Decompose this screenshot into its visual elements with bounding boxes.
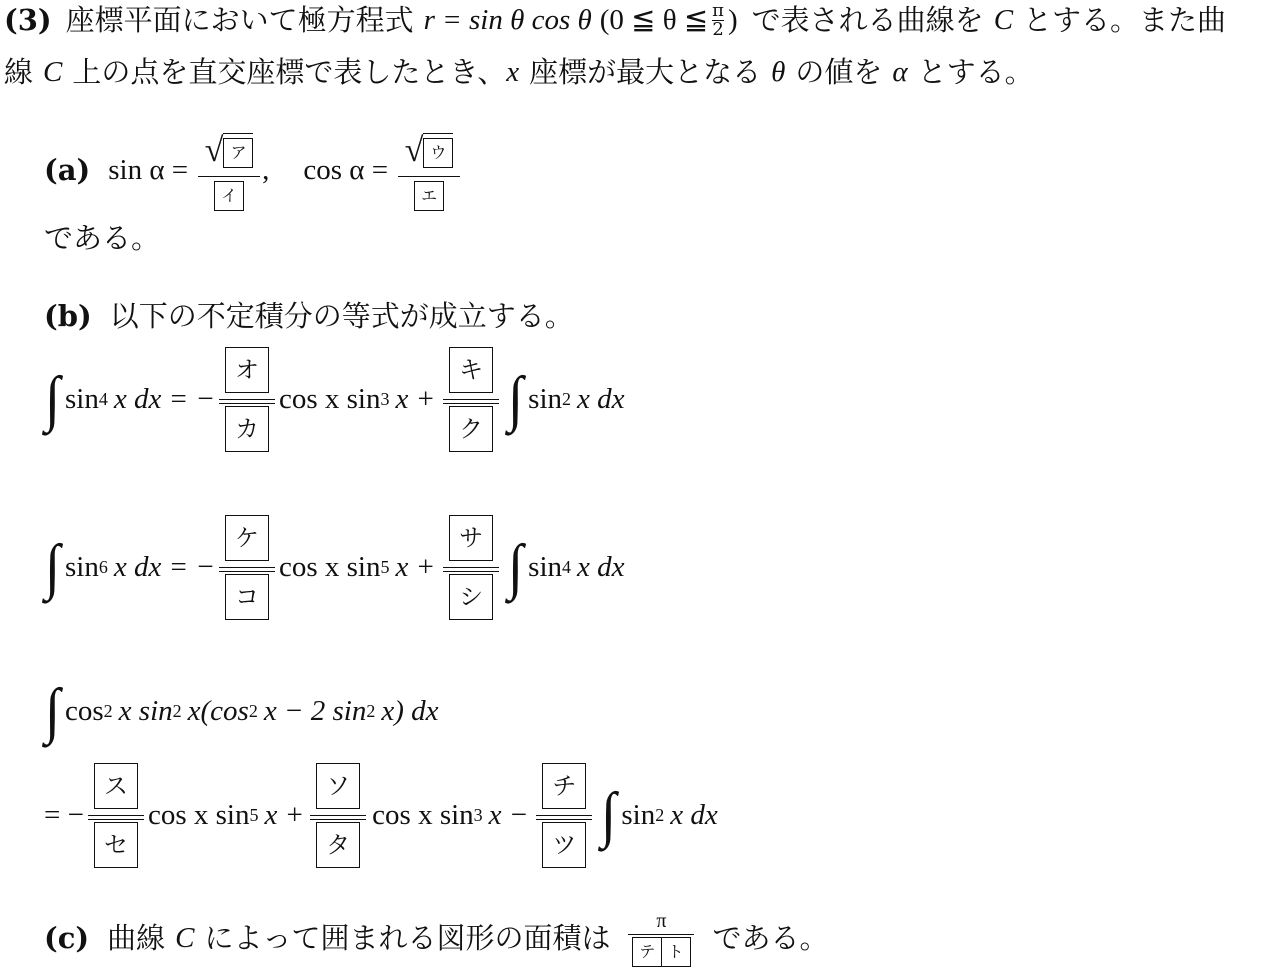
integral-icon: ∫ — [44, 365, 61, 433]
eq1-mid: cos x sin — [278, 383, 381, 415]
part-a-suffix: である。 — [44, 221, 161, 255]
cos-alpha-fraction — [398, 130, 460, 211]
eq3-paren: x(cos — [187, 695, 249, 727]
answer-box-ta[interactable]: タ — [316, 822, 360, 868]
answer-box-a[interactable]: ア — [223, 138, 253, 168]
header-line-1 — [4, 0, 1226, 40]
sin-alpha-fraction — [198, 130, 260, 211]
eq3-frac-2 — [310, 763, 366, 868]
domain-open: (0 ≦ θ ≦ — [599, 4, 709, 36]
answer-box-tsu[interactable]: ツ — [542, 822, 586, 868]
equation-2: ∫ sin 6 x dx = − $\frac{\text{ケ}}{\text{コ}}$ cos x sin 5 x + $\frac{\text{サ}}{\text{シ}}$ ∫ sin 4 x dx — [44, 508, 625, 626]
x-symbol: x — [506, 56, 520, 88]
eq2-lhs-sin: sin — [64, 551, 99, 583]
eq3-frac-1 — [88, 763, 144, 868]
eq3-cos: cos — [64, 695, 104, 727]
integral-icon: ∫ — [601, 781, 617, 849]
equation-3-rhs: = − $\frac{\text{ス}}{\text{セ}}$ cos x sin 5 x + $\frac{\text{ソ}}{\text{タ}}$ cos x sin 3 x − $\frac{\text{チ}}{\text{ツ}}$ ∫ sin 2 x dx — [44, 756, 718, 874]
answer-box-so[interactable]: ソ — [316, 763, 360, 809]
eq3-frac-3 — [536, 763, 592, 868]
answer-box-te[interactable]: テ — [632, 937, 662, 967]
eq2-lhs-rest: x dx = − — [113, 551, 215, 583]
part-c-text2: によって囲まれる図形の面積は — [204, 921, 611, 955]
sqrt-sign-icon: √ — [204, 131, 224, 169]
answer-box-ka[interactable]: カ — [225, 406, 269, 452]
answer-box-to[interactable]: ト — [661, 937, 691, 967]
curve-C-3: C — [175, 922, 195, 954]
area-denominator — [632, 937, 690, 967]
eq3-mid2-rest: x − — [488, 799, 529, 831]
domain-close: ) — [728, 4, 738, 36]
eq1-mid-rest: x + — [395, 383, 436, 415]
eq3-rhs-rest: x dx — [670, 799, 718, 831]
part-b-heading — [44, 296, 574, 336]
part-c-text: 曲線 — [107, 921, 166, 955]
sqrt-a — [205, 130, 254, 172]
answer-box-o[interactable]: オ — [225, 347, 269, 393]
eq1-rhs-sin: sin — [528, 383, 562, 415]
polar-equation: r = sin θ cos θ — [423, 4, 592, 36]
answer-box-ku[interactable]: ク — [449, 406, 493, 452]
eq1-lhs-rest: x dx = − — [113, 383, 215, 415]
answer-box-sa[interactable]: サ — [449, 515, 493, 561]
eq3-eq-start: = − — [44, 799, 84, 831]
curve-C: C — [993, 4, 1014, 36]
eq1-frac-2 — [443, 347, 499, 452]
eq1-frac-1 — [219, 347, 275, 452]
line2-end: とする。 — [917, 55, 1034, 89]
area-fraction — [628, 910, 694, 967]
two-symbol: 2 — [712, 18, 724, 40]
comma: , — [262, 154, 270, 186]
line2-mid: 上の点を直交座標で表したとき、 — [72, 55, 507, 89]
part-a-line — [44, 122, 460, 218]
sin-alpha-label: sin α = — [108, 154, 189, 186]
integral-icon: ∫ — [508, 533, 524, 601]
part-b-text: 以下の不定積分の等式が成立する。 — [109, 299, 574, 333]
eq1-rhs-rest: x dx — [577, 383, 625, 415]
header-intro: 座標平面において極方程式 — [65, 3, 414, 37]
part-a-label: (a) — [44, 153, 91, 187]
integral-icon: ∫ — [508, 365, 524, 433]
equation-1: ∫ sin 4 x dx = − $\frac{\text{オ}}{\text{カ}}$ cos x sin 3 x + $\frac{\text{キ}}{\text{ク}}$ ∫ sin 2 x dx — [44, 340, 625, 458]
eq3-rhs-sin: sin — [621, 799, 656, 831]
answer-box-e[interactable]: エ — [414, 181, 444, 211]
eq3-tail: x) dx — [381, 695, 439, 727]
theta-symbol: θ — [771, 56, 786, 88]
answer-box-shi[interactable]: シ — [449, 574, 493, 620]
curve-C-2: C — [43, 56, 63, 88]
answer-box-su[interactable]: ス — [94, 763, 138, 809]
eq3-mid1-rest: x + — [264, 799, 305, 831]
line2-start: 線 — [4, 55, 34, 89]
integral-icon: ∫ — [44, 677, 61, 745]
sqrt-u — [405, 130, 454, 172]
line2-mid3: の値を — [795, 55, 883, 89]
header-mid: で表される曲線を — [751, 3, 984, 37]
eq2-rhs-rest: x dx — [577, 551, 625, 583]
eq2-frac-2 — [443, 515, 499, 620]
alpha-symbol: α — [892, 56, 908, 88]
eq3-x-sin: x sin — [118, 695, 173, 727]
answer-box-ki[interactable]: キ — [449, 347, 493, 393]
answer-box-ke[interactable]: ケ — [225, 515, 269, 561]
answer-box-se[interactable]: セ — [94, 822, 138, 868]
integral-icon: ∫ — [44, 533, 61, 601]
header-end: とする。また曲 — [1023, 3, 1227, 37]
part-c-line — [44, 906, 829, 970]
equation-3-lhs: ∫ cos 2 x sin 2 x(cos 2 x − 2 sin 2 x) dx — [44, 677, 439, 745]
answer-box-u[interactable]: ウ — [423, 138, 453, 168]
pi-symbol: π — [712, 0, 724, 21]
line2-mid2: 座標が最大となる — [529, 55, 762, 89]
cos-alpha-label: cos α = — [303, 154, 389, 186]
eq1-lhs-sin: sin — [64, 383, 99, 415]
eq2-rhs-sin: sin — [528, 551, 562, 583]
pi-over-2 — [712, 2, 724, 39]
answer-box-i[interactable]: イ — [214, 181, 244, 211]
header-line-2 — [4, 52, 1034, 92]
answer-box-chi[interactable]: チ — [542, 763, 586, 809]
answer-box-ko[interactable]: コ — [225, 574, 269, 620]
part-c-label: (c) — [44, 921, 90, 955]
part-b-label: (b) — [44, 299, 92, 333]
eq3-mid2: cos x sin — [372, 799, 474, 831]
eq2-mid-rest: x + — [395, 551, 436, 583]
sqrt-sign-icon: √ — [404, 131, 424, 169]
eq3-minus: x − 2 sin — [263, 695, 367, 727]
eq2-mid: cos x sin — [278, 551, 381, 583]
area-pi: π — [656, 909, 667, 932]
problem-number: (3) — [4, 3, 52, 37]
part-c-suffix: である。 — [712, 921, 829, 955]
eq2-frac-1 — [219, 515, 275, 620]
eq3-mid1: cos x sin — [147, 799, 250, 831]
